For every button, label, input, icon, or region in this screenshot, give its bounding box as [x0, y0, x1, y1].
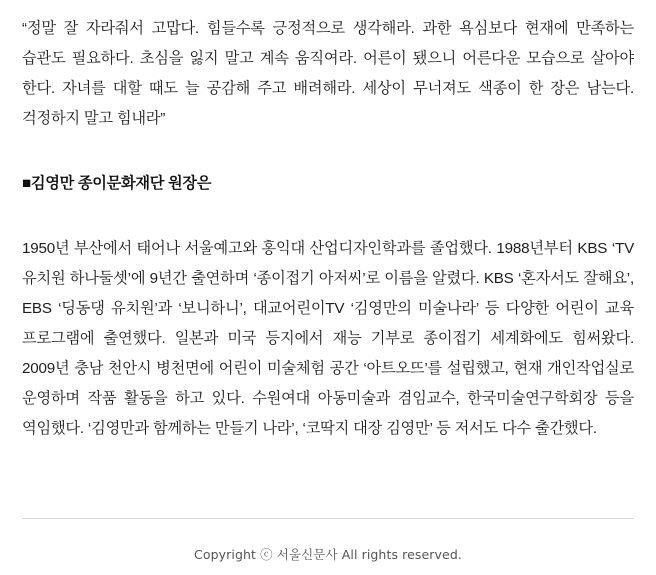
article-biography: 1950년 부산에서 태어나 서울예고와 홍익대 산업디자인학과를 졸업했다. 1988년부터 KBS ‘TV 유치원 하나둘셋’에 9년간 출연하며 ‘종이접기 아저씨’로 이름을 알렸다. KBS ‘혼자서도 잘해요’, EBS ‘딩동댕 유치원’과 ‘보니하니’, 대교어린이TV ‘김영만의 미술나라’ 등 다양한 어린이 교육 프로그램에 출연했다. 일본과 미국 등지에서 재능 기부로 종이접기 세계화에도 힘써왔다. 2009년 충남 천안시 병천면에 어린이 미술체험 공간 ‘아트오뜨’를 설립했고, 현재 개인작업실로 운영하며 작품 활동을 하고 있다. 수원여대 아동미술과 겸임교수, 한국미술연구학회장 등을 역임했다. ‘김영만과 함께하는 만들기 나라’, ‘코딱지 대장 김영만’ 등 저서도 다수 출간했다.	[22, 240, 634, 437]
article-subheading: ■김영만 종이문화재단 원장은	[22, 175, 212, 192]
copyright-notice: Copyright ⓒ 서울신문사 All rights reserved.	[194, 547, 462, 562]
footer-divider	[22, 518, 634, 519]
article-quote: “정말 잘 자라줘서 고맙다. 힘들수록 긍정적으로 생각해라. 과한 욕심보다 현재에 만족하는 습관도 필요하다. 초심을 잃지 말고 계속 움직여라. 어른이 됐으니 어른다운 모습으로 살아야 한다. 자녀를 대할 때도 늘 공감해 주고 배려해라. 세상이 무너져도 색종이 한 장은 남는다. 걱정하지 말고 힘내라”	[22, 20, 634, 127]
